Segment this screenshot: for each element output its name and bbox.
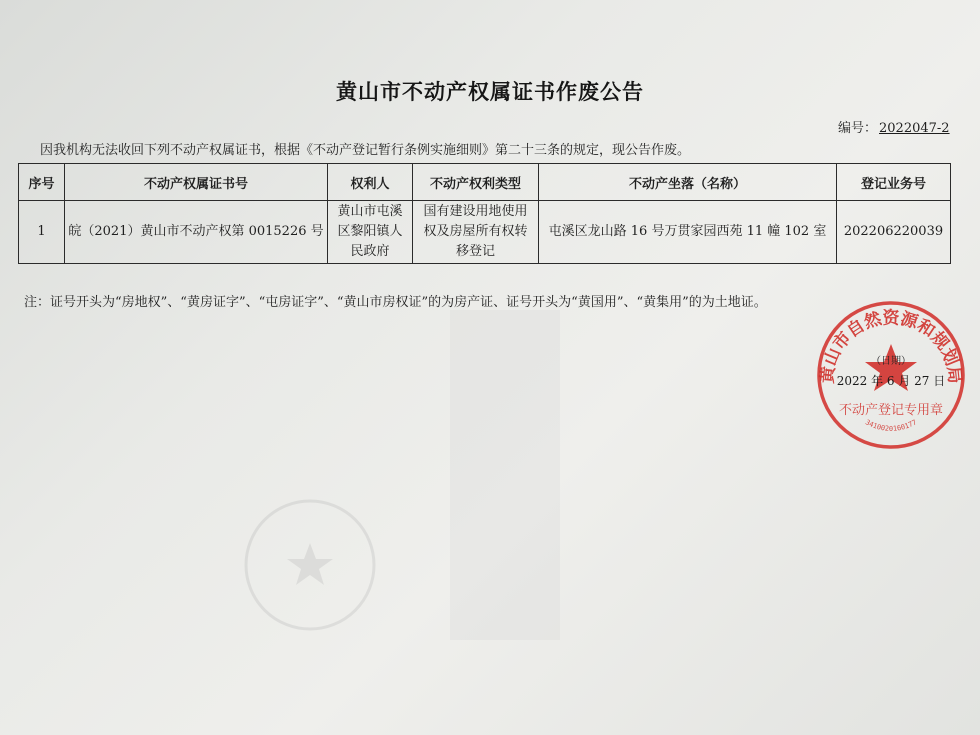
table-row <box>19 201 951 264</box>
seal-code-text: 3410020160177 <box>863 418 919 433</box>
bleed-through-seal <box>240 495 380 635</box>
header-seq: 序号 <box>19 164 65 201</box>
cell-biz-no: 202206220039 <box>837 201 951 264</box>
seal-date: 2022 年 6 月 27 日 <box>836 374 946 388</box>
table-header-row <box>19 164 951 201</box>
header-right-type: 不动产权利类型 <box>413 164 539 201</box>
page-title: 黄山市不动产权属证书作废公告 <box>336 80 644 104</box>
cell-owner: 黄山市屯溪区黎阳镇人民政府 <box>328 201 413 264</box>
cell-seq: 1 <box>19 201 65 264</box>
document-number-value: 2022047-2 <box>879 121 950 136</box>
cell-cert-no: 皖（2021）黄山市不动产权第 0015226 号 <box>65 201 328 264</box>
header-owner: 权利人 <box>328 164 413 201</box>
seal-date-label: （日期） <box>871 356 911 367</box>
intro-paragraph: 因我机构无法收回下列不动产权属证书，根据《不动产登记暂行条例实施细则》第二十三条的规定，现公告作废。 <box>40 143 691 158</box>
footnote: 注：证号开头为“房地权”、“黄房证字”、“屯房证字”、“黄山市房权证”的为房产证、证号开头为“黄国用”、“黄集用”的为土地证。 <box>24 295 767 310</box>
seal-name-text: 不动产登记专用章 <box>838 403 944 418</box>
document-number-label: 编号： <box>838 121 878 136</box>
header-cert-no: 不动产权属证书号 <box>65 164 328 201</box>
official-seal <box>812 296 970 454</box>
seal-org-text: 黄山市自然资源和规划局 <box>817 308 965 385</box>
header-location: 不动产坐落（名称） <box>539 164 837 201</box>
document-number <box>838 117 950 136</box>
header-biz-no: 登记业务号 <box>837 164 951 201</box>
cell-location: 屯溪区龙山路 16 号万贯家园西苑 11 幢 102 室 <box>539 201 837 264</box>
cell-right-type: 国有建设用地使用权及房屋所有权转移登记 <box>413 201 539 264</box>
certificate-table <box>18 163 951 264</box>
bleed-through-shadow <box>450 310 560 640</box>
